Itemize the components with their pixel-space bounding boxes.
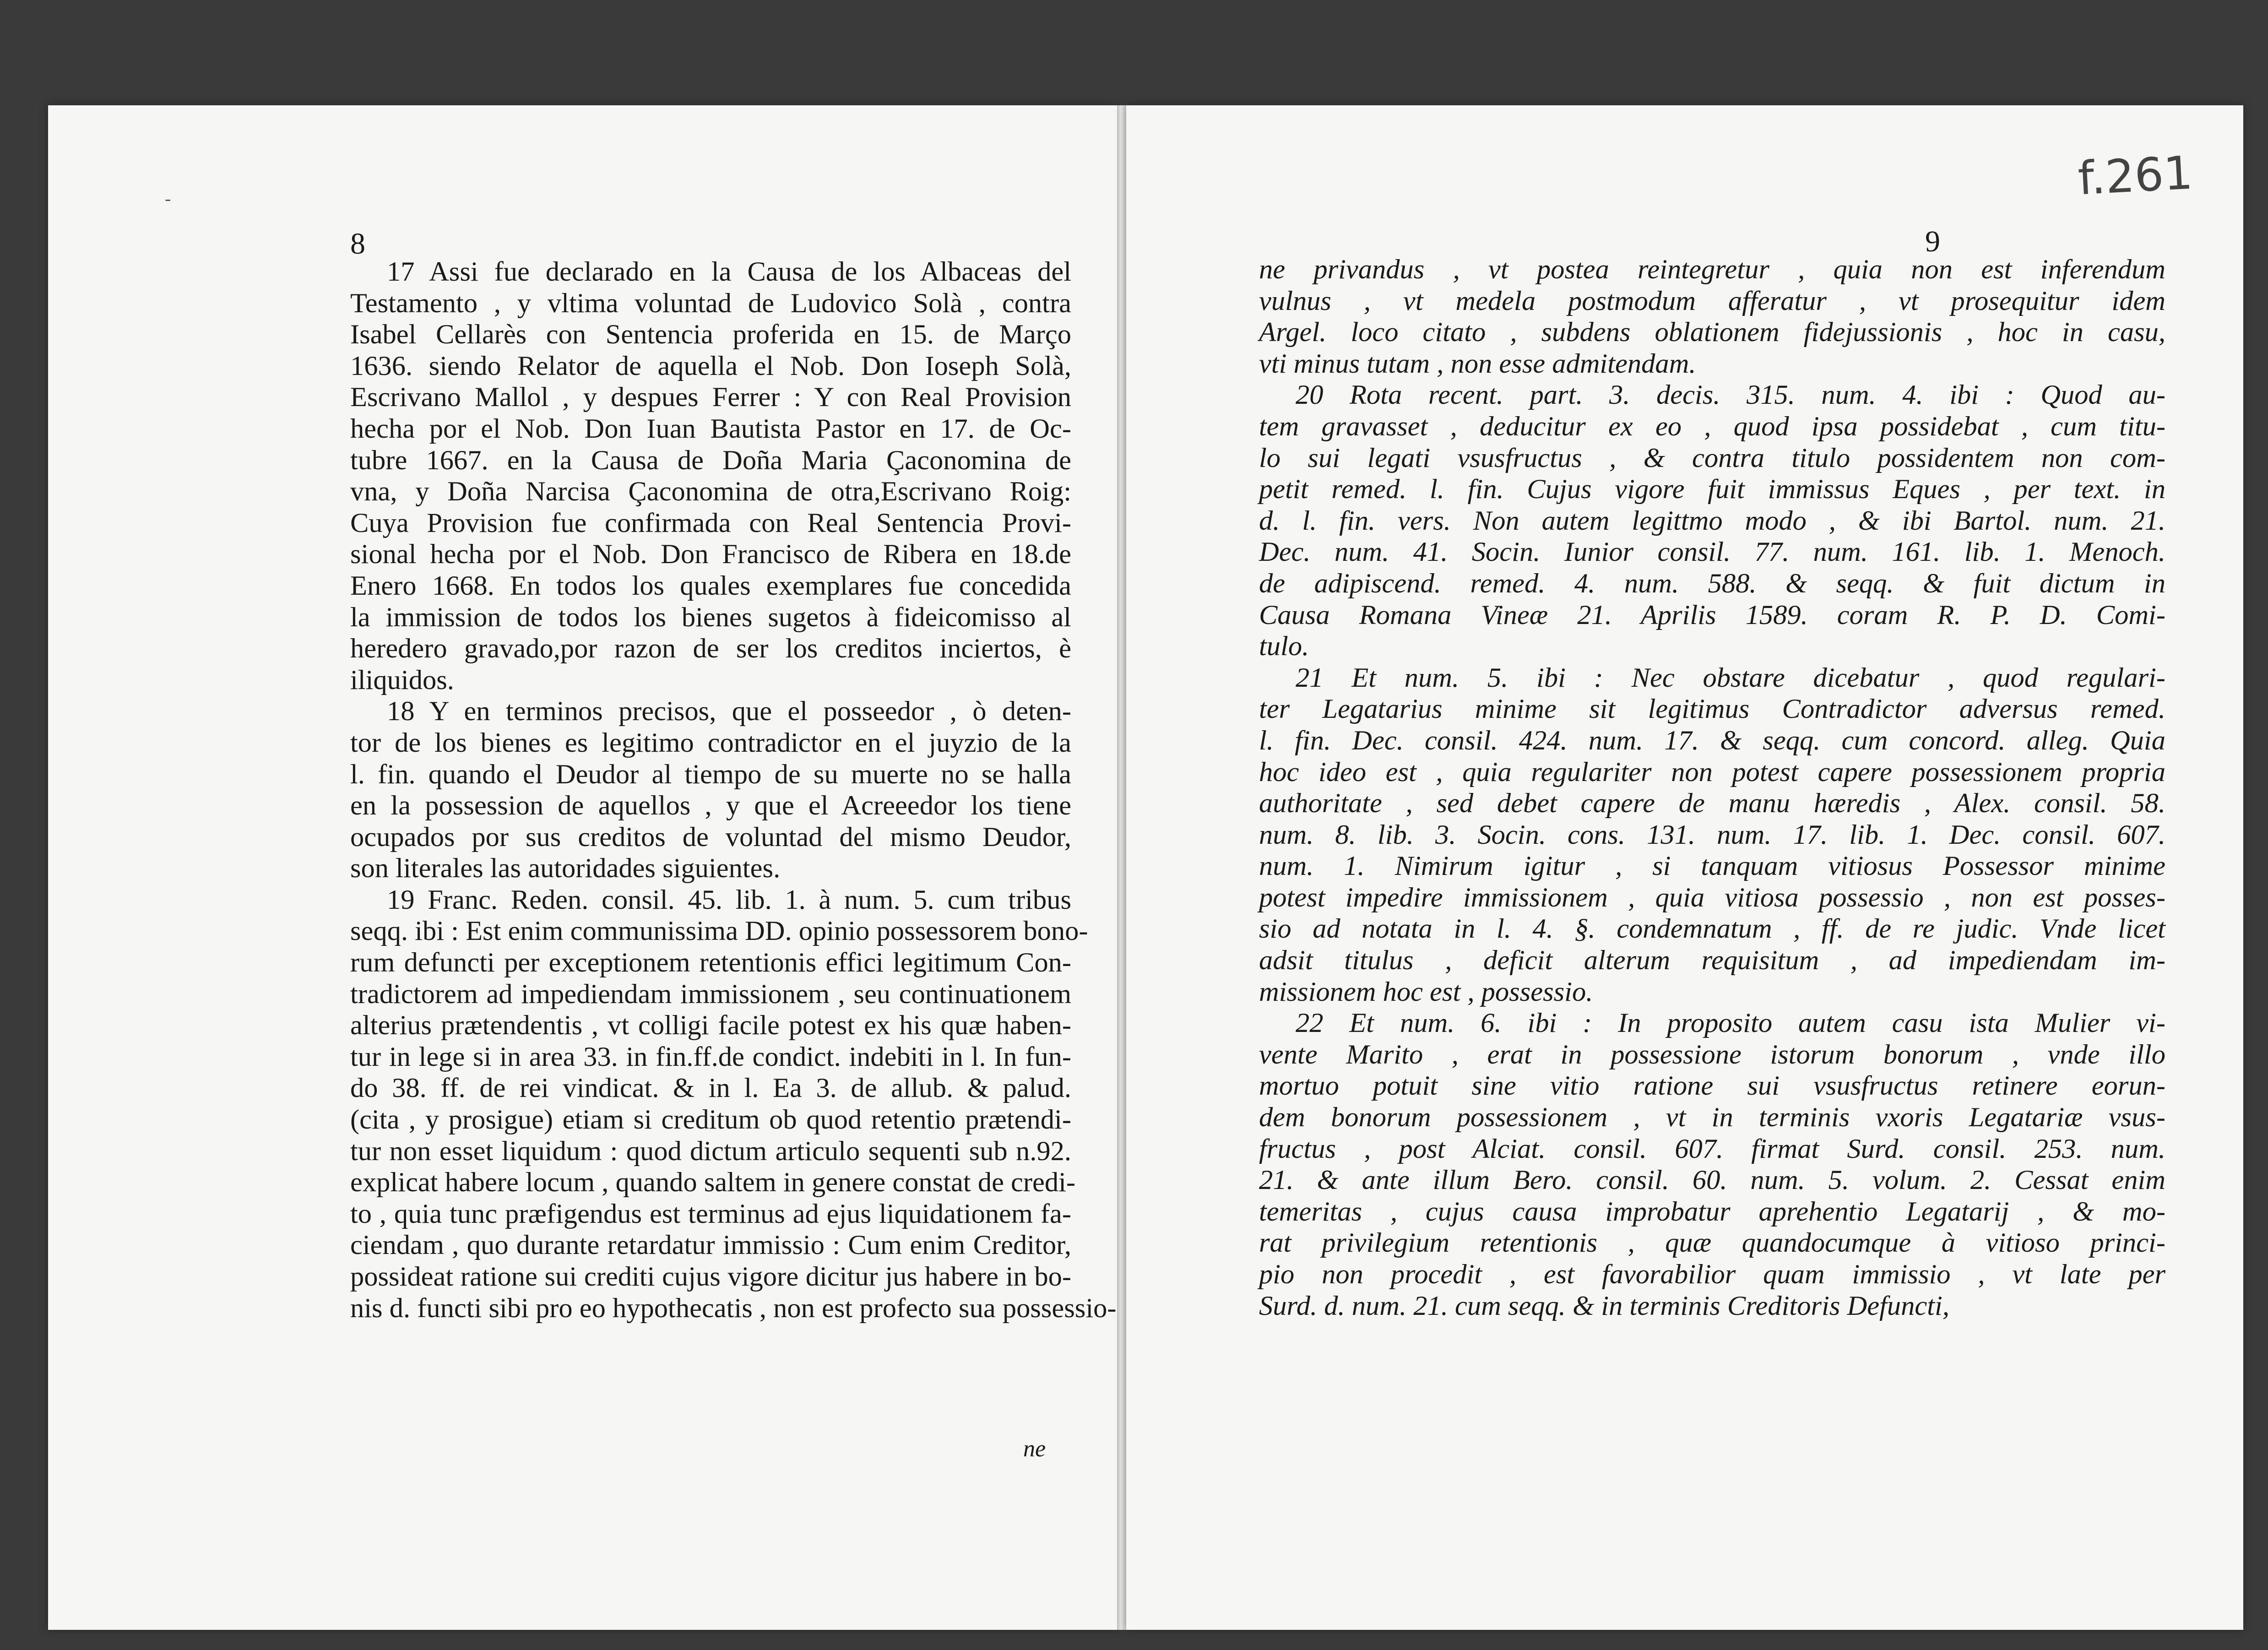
text-line: tem gravasset , deducitur ex eo , quod ipsa possidebat , cum titu-: [1259, 411, 2165, 442]
text-line: fructus , post Alciat. consil. 607. firmat Surd. consil. 253. num.: [1259, 1133, 2165, 1164]
text-line: seqq. ibi : Est enim communissima DD. opinio possessorem bono-: [350, 916, 1088, 947]
text-line: hecha por el Nob. Don Iuan Bautista Pastor en 17. de Oc-: [350, 413, 1071, 444]
text-line: 21 Et num. 5. ibi : Nec obstare dicebatur , quod regulari-: [1296, 662, 2165, 693]
text-line: explicat habere locum , quando saltem in genere constat de credi-: [350, 1167, 1076, 1198]
text-line: missionem hoc est , possessio.: [1259, 976, 1593, 1007]
text-line: iliquidos.: [350, 664, 454, 695]
catchword-left: ne: [1023, 1436, 1046, 1462]
text-line: tubre 1667. en la Causa de Doña Maria Çaconomina de: [350, 445, 1071, 476]
left-page: [48, 105, 1117, 1630]
text-line: mortuo potuit sine vitio ratione sui vsusfructus retinere eorun-: [1259, 1070, 2165, 1102]
text-line: vna, y Doña Narcisa Çaconomina de otra,Escrivano Roig:: [350, 476, 1071, 507]
margin-mark: -: [165, 188, 171, 209]
text-line: adsit titulus , deficit alterum requisitum , ad impediendam im-: [1259, 945, 2165, 976]
text-line: Isabel Cellarès con Sentencia proferida en 15. de Março: [350, 319, 1071, 350]
text-line: 22 Et num. 6. ibi : In proposito autem casu ista Mulier vi-: [1296, 1008, 2165, 1039]
text-line: ocupados por sus creditos de voluntad del mismo Deudor,: [350, 821, 1071, 852]
text-line: 20 Rota recent. part. 3. decis. 315. num. 4. ibi : Quod au-: [1296, 380, 2165, 411]
text-line: heredero gravado,por razon de ser los creditos inciertos, è: [350, 633, 1071, 664]
text-line: (cita , y prosigue) etiam si creditum ob quod retentio prætendi-: [350, 1104, 1071, 1135]
text-line: possideat ratione sui crediti cujus vigore dicitur jus habere in bo-: [350, 1261, 1071, 1292]
text-line: tur non esset liquidum : quod dictum articulo sequenti sub n.92.: [350, 1135, 1071, 1167]
text-line: 18 Y en terminos precisos, que el posseedor , ò deten-: [387, 696, 1071, 727]
text-line: tradictorem ad impediendam immissionem , seu continuationem: [350, 978, 1071, 1010]
text-line: vti minus tutam , non esse admitendam.: [1259, 348, 1696, 379]
text-line: ne privandus , vt postea reintegretur , quia non est inferendum: [1259, 254, 2165, 285]
text-line: rum defuncti per exceptionem retentionis effici legitimum Con-: [350, 947, 1071, 978]
book-gutter: [1117, 105, 1126, 1630]
text-line: Dec. num. 41. Socin. Iunior consil. 77. num. 161. lib. 1. Menoch.: [1259, 537, 2165, 568]
text-line: num. 1. Nimirum igitur , si tanquam vitiosus Possessor minime: [1259, 851, 2165, 882]
text-line: authoritate , sed debet capere de manu hæredis , Alex. consil. 58.: [1259, 788, 2165, 819]
text-line: do 38. ff. de rei vindicat. & in l. Ea 3. de allub. & palud.: [350, 1073, 1071, 1104]
text-line: potest impedire immissionem , quia vitiosa possessio , non est posses-: [1259, 882, 2165, 913]
text-line: sio ad notata in l. 4. §. condemnatum , ff. de re judic. Vnde licet: [1259, 913, 2165, 944]
text-line: Testamento , y vltima voluntad de Ludovico Solà , contra: [350, 288, 1071, 319]
text-line: vente Marito , erat in possessione istorum bonorum , vnde illo: [1259, 1039, 2165, 1070]
right-page: [1126, 105, 2243, 1630]
text-line: Argel. loco citato , subdens oblationem fidejussionis , hoc in casu,: [1259, 317, 2165, 348]
text-line: d. l. fin. vers. Non autem legittmo modo , & ibi Bartol. num. 21.: [1259, 505, 2165, 536]
manuscript-folio-reference: f.261: [2077, 146, 2194, 206]
text-line: Cuya Provision fue confirmada con Real Sentencia Provi-: [350, 507, 1071, 538]
text-line: pio non procedit , est favorabilior quam immissio , vt late per: [1259, 1259, 2165, 1290]
text-line: 21. & ante illum Bero. consil. 60. num. 5. volum. 2. Cessat enim: [1259, 1165, 2165, 1196]
text-line: dem bonorum possessionem , vt in terminis vxoris Legatariæ vsus-: [1259, 1102, 2165, 1133]
page-number-right: 9: [1925, 225, 1940, 258]
text-line: ter Legatarius minime sit legitimus Contradictor adversus remed.: [1259, 694, 2165, 725]
text-line: Surd. d. num. 21. cum seqq. & in terminis Creditoris Defuncti,: [1259, 1290, 1949, 1321]
text-line: tur in lege si in area 33. in fin.ff.de condict. indebiti in l. In fun-: [350, 1041, 1071, 1072]
text-line: ciendam , quo durante retardatur immissio : Cum enim Creditor,: [350, 1230, 1071, 1261]
text-line: sional hecha por el Nob. Don Francisco de Ribera en 18.de: [350, 539, 1071, 570]
text-line: l. fin. quando el Deudor al tiempo de su muerte no se halla: [350, 759, 1071, 790]
text-line: 1636. siendo Relator de aquella el Nob. Don Ioseph Solà,: [350, 350, 1071, 381]
text-line: to , quia tunc præfigendus est terminus ad ejus liquidationem fa-: [350, 1198, 1071, 1229]
text-line: lo sui legati vsusfructus , & contra titulo possidentem non com-: [1259, 442, 2165, 473]
page-number-left: 8: [350, 227, 365, 261]
text-line: nis d. functi sibi pro eo hypothecatis , non est profecto sua possessio-: [350, 1292, 1117, 1324]
text-line: num. 8. lib. 3. Socin. cons. 131. num. 17. lib. 1. Dec. consil. 607.: [1259, 819, 2165, 850]
text-line: vulnus , vt medela postmodum afferatur , vt prosequitur idem: [1259, 285, 2165, 316]
text-line: petit remed. l. fin. Cujus vigore fuit immissus Eques , per text. in: [1259, 474, 2165, 505]
text-line: tulo.: [1259, 631, 1309, 662]
text-line: tor de los bienes es legitimo contradictor en el juyzio de la: [350, 727, 1071, 758]
text-line: la immission de todos los bienes sugetos à fideicomisso al: [350, 602, 1071, 633]
text-line: son literales las autoridades siguientes.: [350, 853, 781, 884]
text-line: en la possession de aquellos , y que el Acreeedor los tiene: [350, 790, 1071, 821]
text-line: 17 Assi fue declarado en la Causa de los Albaceas del: [387, 256, 1071, 287]
right-page-text: [1259, 254, 2165, 1322]
text-line: 19 Franc. Reden. consil. 45. lib. 1. à num. 5. cum tribus: [387, 884, 1071, 915]
text-line: Escrivano Mallol , y despues Ferrer : Y con Real Provision: [350, 382, 1071, 413]
text-line: hoc ideo est , quia regulariter non potest capere possessionem propria: [1259, 756, 2165, 787]
text-line: de adipiscend. remed. 4. num. 588. & seqq. & fuit dictum in: [1259, 568, 2165, 599]
text-line: Causa Romana Vineæ 21. Aprilis 1589. coram R. P. D. Comi-: [1259, 599, 2165, 630]
text-line: alterius prætendentis , vt colligi facile potest ex his quæ haben-: [350, 1010, 1071, 1041]
left-page-text: [350, 256, 1117, 1324]
text-line: l. fin. Dec. consil. 424. num. 17. & seqq. cum concord. alleg. Quia: [1259, 725, 2165, 756]
text-line: Enero 1668. En todos los quales exemplares fue concedida: [350, 570, 1071, 601]
text-line: temeritas , cujus causa improbatur aprehentio Legatarij , & mo-: [1259, 1196, 2165, 1227]
text-line: rat privilegium retentionis , quæ quandocumque à vitioso princi-: [1259, 1227, 2165, 1259]
